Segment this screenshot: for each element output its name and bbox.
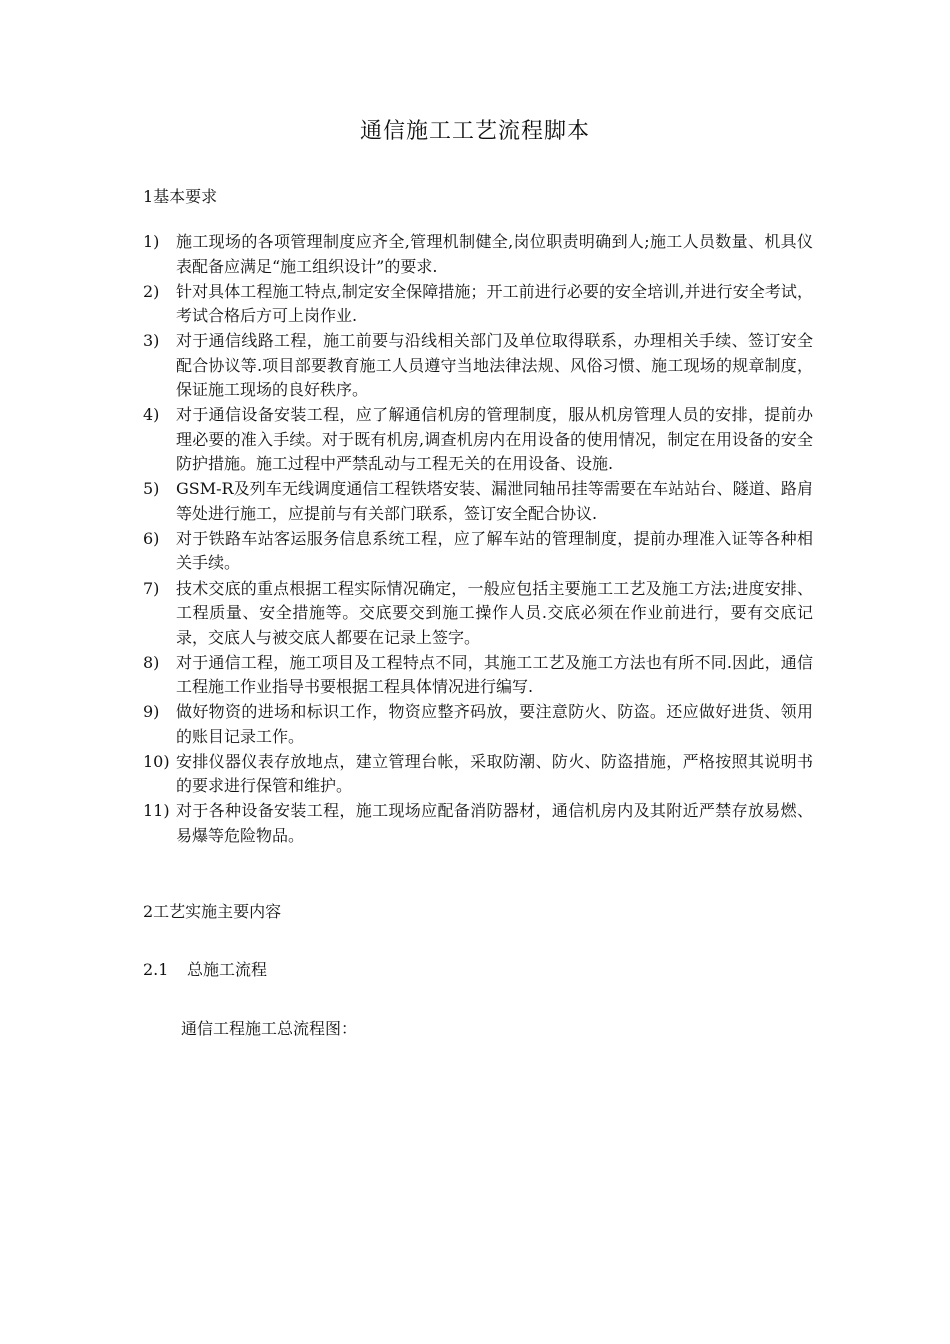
list-item-text: 对于通信线路工程，施工前要与沿线相关部门及单位取得联系，办理相关手续、签订安全配合协议等.项目部要教育施工人员遵守当地法律法规、风俗习惯、施工现场的规章制度，保证施工现场的良好秩序。 [176,331,813,400]
section-1-heading: 1基本要求 [143,187,218,206]
subsection-title: 总施工流程 [187,960,268,979]
list-item-number: 4) [143,405,160,425]
list-item-number: 10) [143,751,170,771]
list-item-number: 9) [143,702,160,722]
list-item-text: GSM-R及列车无线调度通信工程铁塔安装、漏泄同轴吊挂等需要在车站站台、隧道、路肩等处进行施工，应提前与有关部门联系，签订安全配合协议. [176,479,813,523]
list-item [143,280,813,329]
document-title: 通信施工工艺流程脚本 [359,119,590,144]
list-item-text: 对于铁路车站客运服务信息系统工程，应了解车站的管理制度，提前办理准入证等各种相关手续。 [176,528,813,573]
subsection-number: 2.1 [143,960,169,979]
list-item-text: 对于通信设备安装工程，应了解通信机房的管理制度，服从机房管理人员的安排，提前办理必要的准入手续。对于既有机房,调查机房内在用设备的使用情况，制定在用设备的安全防护措施。施工过程中严禁乱动与工程无关的在用设备、设施. [176,405,813,474]
list-item [143,577,813,651]
list-item-number: 8) [143,652,160,672]
subsection-heading [143,958,267,982]
list-item-number: 1) [143,232,160,251]
list-item-number: 3) [143,331,160,351]
list-item [143,799,813,848]
section-2-heading: 2工艺实施主要内容 [143,902,282,921]
list-item-text: 做好物资的进场和标识工作，物资应整齐码放，要注意防火、防盗。还应做好进货、领用的账目记录工作。 [176,702,813,746]
list-item [143,700,813,749]
list-item-text: 对于各种设备安装工程，施工现场应配备消防器材，通信机房内及其附近严禁存放易燃、易爆等危险物品。 [176,801,813,845]
list-item [143,477,813,526]
list-item-text: 技术交底的重点根据工程实际情况确定，一般应包括主要施工工艺及施工方法;进度安排、工程质量、安全措施等。交底要交到施工操作人员.交底必须在作业前进行，要有交底记录，交底人与被交底人都要在记录上签字。 [176,578,813,647]
list-item-number: 7) [143,578,160,598]
list-item [143,329,813,403]
list-item-text: 施工现场的各项管理制度应齐全,管理机制健全,岗位职责明确到人;施工人员数量、机具仪表配备应满足“施工组织设计”的要求. [176,232,813,276]
requirements-list [143,230,813,849]
list-item-text: 针对具体工程施工特点,制定安全保障措施；开工前进行必要的安全培训,并进行安全考试，考试合格后方可上岗作业. [176,281,813,326]
list-item-number: 2) [143,281,160,301]
list-item-number: 5) [143,479,160,499]
list-item-text: 对于通信工程，施工项目及工程特点不同，其施工工艺及施工方法也有所不同.因此，通信工程施工作业指导书要根据工程具体情况进行编写. [176,652,813,697]
list-item-number: 11) [143,801,170,821]
list-item [143,750,813,799]
list-item [143,230,813,279]
flowchart-caption: 通信工程施工总流程图： [181,1019,358,1038]
list-item [143,527,813,576]
list-item-text: 安排仪器仪表存放地点，建立管理台帐，采取防潮、防火、防盗措施，严格按照其说明书的要求进行保管和维护。 [176,751,813,796]
list-item [143,403,813,477]
list-item [143,651,813,700]
list-item-number: 6) [143,528,160,548]
